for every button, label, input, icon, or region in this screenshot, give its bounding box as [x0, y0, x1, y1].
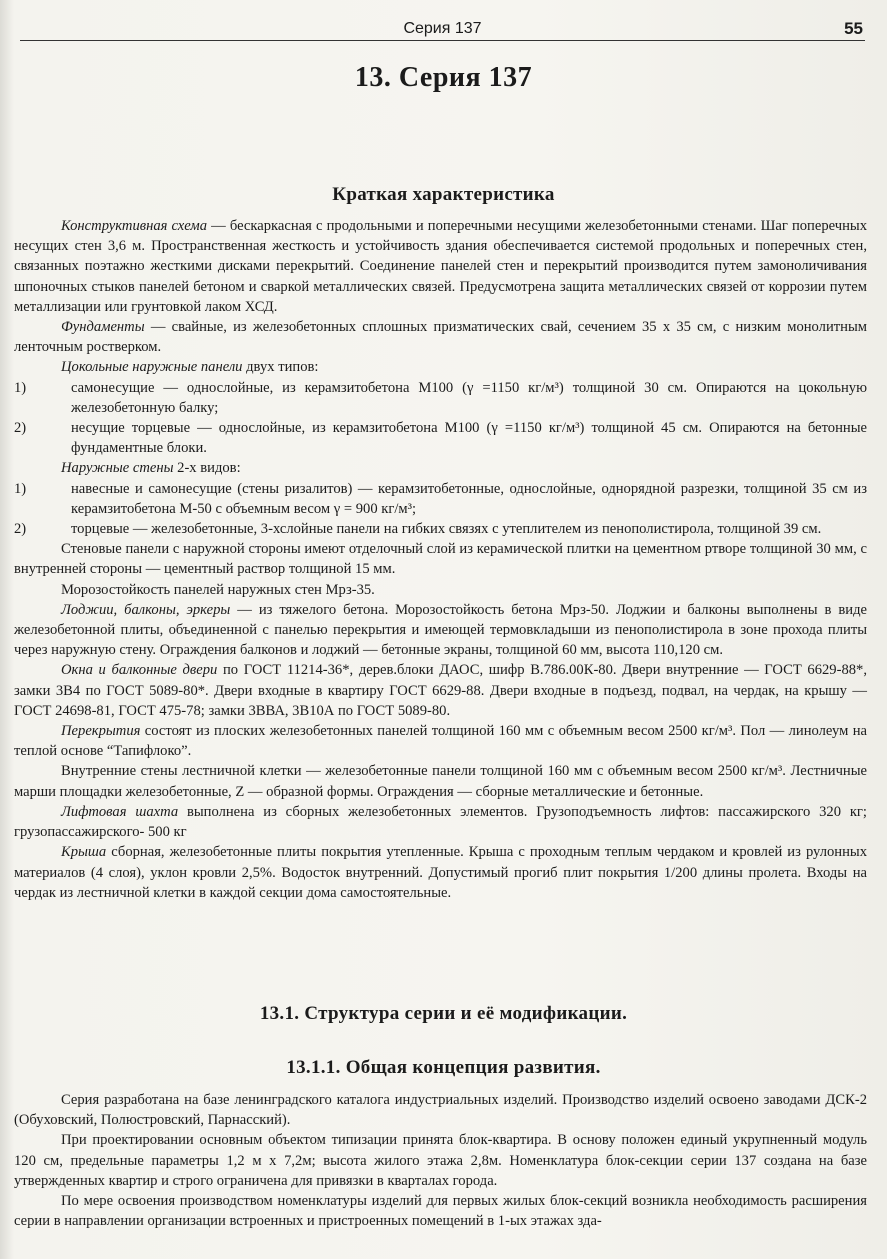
- paragraph-text: 2-х видов:: [173, 460, 241, 477]
- paragraph: [14, 600, 867, 661]
- paragraph-lead: Наружные стены: [61, 460, 174, 477]
- paragraph-lead: Крыша: [61, 844, 107, 861]
- running-header: [20, 18, 865, 41]
- list-text: несущие торцевые — однослойные, из керамзитобетона М100 (γ =1150 кг/м³) толщиной 45 см. Опираются на бетонные фундаментные блоки.: [71, 420, 867, 457]
- section-title-brief: Краткая характеристика: [332, 184, 555, 205]
- section-concept-body: [14, 1090, 867, 1231]
- paragraph-text: состоят из плоских железобетонных панелей толщиной 160 мм с объемным весом 2500 кг/м³. Пол — линолеум на теплой основе “Тапифлоко”.: [14, 723, 867, 760]
- paragraph: Серия разработана на базе ленинградского каталога индустриальных изделий. Производство изделий освоено заводами ДСК-2 (Обуховский, Полюстровский, Парнасский).: [14, 1092, 867, 1129]
- list-number: 1): [14, 480, 27, 497]
- numbered-list: [14, 378, 867, 459]
- paragraph: [14, 216, 867, 317]
- paragraph-lead: Окна и балконные двери: [61, 662, 218, 679]
- list-text: торцевые — железобетонные, 3-хслойные панели на гибких связях с утеплителем из пенополистирола, толщиной 39 см.: [71, 521, 822, 538]
- paragraph: [14, 458, 867, 478]
- paragraph-text: сборная, железобетонные плиты покрытия утепленные. Крыша с проходным теплым чердаком и кровлей из рулонных материалов (4 слоя), уклон кровли 2,5%. Водосток внутренний. Допустимый прогиб плит покрытия 1/200 длины пролета. Входы на чердак из лестничной клетки в каждой секции дома самостоятельные.: [14, 844, 867, 901]
- paragraph: При проектировании основным объектом типизации принята блок-квартира. В основу положен единый укрупненный модуль 120 см, предельные параметры 1,2 м х 7,2м; высота жилого этажа 2,8м. Номенклатура блок-секции серии 137 создана на базе утвержденных квартир и строго ограничена для привязки в кварталах города.: [14, 1132, 867, 1189]
- section-title-concept: 13.1.1. Общая концепция развития.: [286, 1057, 601, 1078]
- list-number: 2): [14, 521, 27, 538]
- paragraph: [14, 721, 867, 761]
- paragraph-text: двух типов:: [242, 359, 319, 376]
- page-number: 55: [844, 19, 863, 38]
- paragraph-text: — бескаркасная с продольными и поперечными несущими железобетонными стенами. Шаг поперечных несущих стен 3,6 м. Пространственная жесткость и устойчивость здания обеспечивается системой продольных и поперечных стен, связанных поэтажно жесткими дисками перекрытий. Соединение панелей стен и перекрытий производится путем замоноличивания шпоночных стыков панелей бетоном и сваркой металлических связей. Предусмотрена защита металлических связей от коррозии путем металлизации или грунтовкой лаком ХСД.: [14, 218, 868, 315]
- paragraph: Морозостойкость панелей наружных стен Мрз-35.: [61, 581, 375, 598]
- list-text: навесные и самонесущие (стены ризалитов) — керамзитобетонные, однослойные, однорядной разрезки, толщиной 35 см из керамзитобетона М-50 с объемным весом γ = 900 кг/м³;: [71, 480, 867, 517]
- paragraph-text: — из тяжелого бетона. Морозостойкость бетона Мрз-50. Лоджии и балконы выполнены в виде железобетонной плиты, объединенной с панелью перекрытия и имеющей термовкладыши из пенополистирола в зоне прохода плиты через наружную стену. Ограждения балконов и лоджий — бетонные экраны, толщиной 60 мм, высота 110,120 см.: [14, 601, 867, 659]
- paragraph: Стеновые панели с наружной стороны имеют отделочный слой из керамической плитки на цементном ртворе толщиной 30 мм, с внутренней стороны — цементный раствор толщиной 15 мм.: [14, 541, 867, 578]
- paragraph-text: — свайные, из железобетонных сплошных призматических свай, сечением 35 х 35 см, с низким монолитным ленточным ростверком.: [14, 319, 867, 356]
- paragraph-lead: Фундаменты: [61, 319, 145, 336]
- running-header-series: Серия 137: [403, 20, 482, 37]
- chapter-title: 13. Серия 137: [354, 62, 533, 93]
- paragraph-lead: Перекрытия: [61, 723, 141, 740]
- paragraph: [14, 660, 867, 721]
- paragraph-lead: Цокольные наружные панели: [61, 359, 243, 376]
- list-number: 2): [14, 420, 27, 437]
- paragraph-text: выполнена из сборных железобетонных элементов. Грузоподъемность лифтов: пассажирского 320 кг; грузопассажирского- 500 кг: [14, 803, 867, 841]
- paragraph: [14, 802, 867, 842]
- section-brief-body: [14, 216, 867, 903]
- list-item: [14, 479, 867, 519]
- paragraph: [14, 357, 867, 377]
- list-number: 1): [14, 379, 27, 396]
- list-item: [14, 378, 867, 418]
- paragraph: Внутренние стены лестничной клетки — железобетонные панели толщиной 160 мм с объемным весом 2500 кг/м³. Лестничные марши площадки железобетонные, Z — образной формы. Ограждения — сборные металлические и бетонные.: [14, 763, 867, 800]
- paragraph-text: по ГОСТ 11214-36*, дерев.блоки ДАОС, шифр В.786.00К-80. Двери внутренние — ГОСТ 6629-88*, замки 3В4 по ГОСТ 5089-80*. Двери входные в квартиру ГОСТ 6629-88. Двери входные в подъезд, подвал, на чердак, на крышу — ГОСТ 24698-81, ГОСТ 475-78; замки 3ВВА, 3В10А по ГОСТ 5089-80.: [14, 662, 867, 719]
- numbered-list: [14, 479, 867, 540]
- paragraph-lead: Лифтовая шахта: [61, 803, 179, 820]
- paragraph-lead: Лоджии, балконы, эркеры: [61, 601, 231, 618]
- paragraph-lead: Конструктивная схема: [61, 218, 208, 234]
- list-text: самонесущие — однослойные, из керамзитобетона М100 (γ =1150 кг/м³) толщиной 30 см. Опираются на цокольную железобетонную балку;: [71, 379, 867, 416]
- list-item: [14, 418, 867, 458]
- paragraph: По мере освоения производством номенклатуры изделий для первых жилых блок-секций возникла необходимость расширения серии в направлении организации встроенных и пристроенных помещений в 1-ых этажах зда-: [14, 1193, 867, 1230]
- paragraph: [14, 842, 867, 903]
- list-item: [14, 519, 867, 539]
- section-title-structure: 13.1. Структура серии и её модификации.: [259, 1003, 628, 1024]
- paragraph: [14, 317, 867, 357]
